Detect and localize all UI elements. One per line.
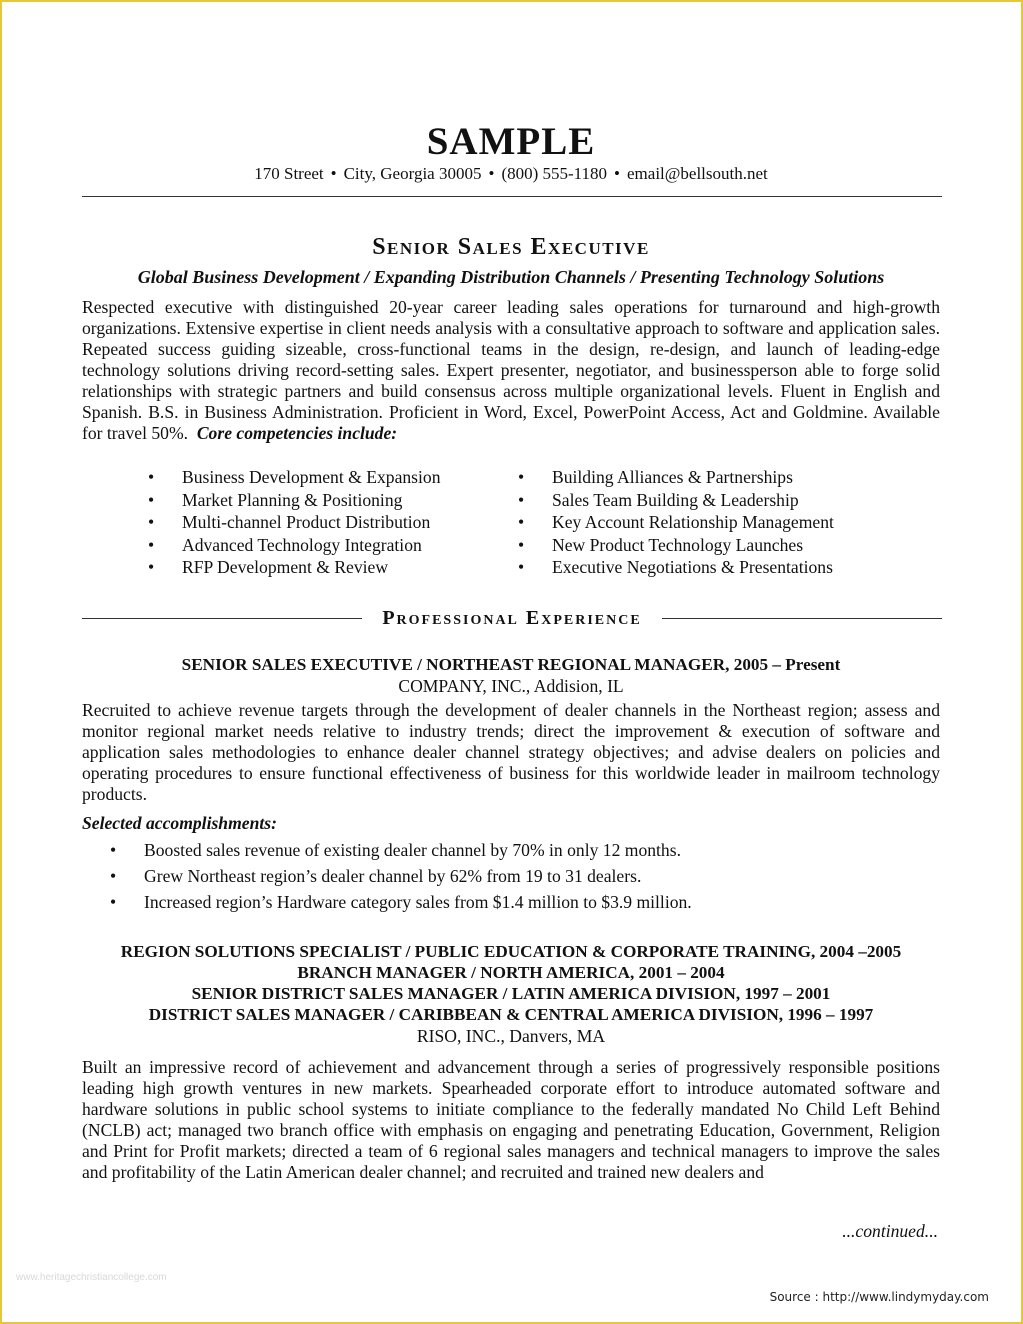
section-rule-left: [82, 618, 362, 619]
experience-section-header: [82, 605, 942, 631]
list-item: • Business Development & Expansion: [148, 466, 518, 489]
summary-emphasis: Core competencies include:: [196, 423, 398, 443]
job-title: REGION SOLUTIONS SPECIALIST / PUBLIC EDUCATION & CORPORATE TRAINING, 2004 –2005: [120, 942, 902, 961]
summary-text: Respected executive with distinguished 20-year career leading sales operations for turnaround and high-growth organizations. Extensive expertise in client needs analysis with a consultative approach to software and application sales. Repeated success guiding sizeable, cross-functional teams in the design, re-design, and launch of leading-edge technology solutions driving record-setting sales. Expert presenter, negotiator, and businessperson able to forge solid relationships with strategic partners and build consensus across multiple organizational levels. Fluent in English and Spanish. B.S. in Business Administration. Proficient in Word, Excel, PowerPoint Access, Act and Goldmine. Available for travel 50%.: [82, 297, 940, 443]
section-heading: Professional Experience: [382, 606, 642, 629]
job-description: Recruited to achieve revenue targets through the development of dealer channels in the Northeast region; assess and monitor regional market needs relative to industry trends; direct the improvement & execution of software and application sales methodologies to enhance dealer channel strategy objectives; and advise dealers on policies and operating procedures to ensure functional effectiveness of business for this worldwide leader in mailroom technology products.: [82, 700, 940, 804]
bullet-separator: •: [614, 164, 620, 183]
watermark: www.heritagechristiancollege.com: [16, 1272, 167, 1283]
competencies-list: [148, 466, 908, 579]
list-item: • Multi-channel Product Distribution: [148, 511, 518, 534]
summary-paragraph: [82, 297, 940, 444]
list-item: • Grew Northeast region’s dealer channel by 62% from 19 to 31 dealers.: [110, 863, 910, 889]
bullet-separator: •: [330, 164, 337, 183]
section-rule-right: [662, 618, 942, 619]
contact-line: [82, 163, 940, 185]
list-item: • Building Alliances & Partnerships: [518, 466, 834, 489]
header-divider: [82, 196, 942, 197]
job-title: SENIOR DISTRICT SALES MANAGER / LATIN AMERICA DIVISION, 1997 – 2001: [191, 984, 831, 1003]
list-item: • Key Account Relationship Management: [518, 511, 834, 534]
list-item: • Boosted sales revenue of existing dealer channel by 70% in only 12 months.: [110, 837, 910, 863]
job-description: Built an impressive record of achievement and advancement through a series of progressively responsible positions leading high growth ventures in new markets. Spearheaded corporate effort to introduce automated software and hardware solutions in public school systems to initiate compliance to the federally mandated No Child Left Behind (NCLB) act; managed two branch office with emphasis on engaging and penetrating Education, Government, Religion and Print for Profit markets; directed a team of 6 regional sales managers and technical managers to improve the sales and profitability of the Latin American dealer channel; and recruited and trained new dealers and: [82, 1057, 940, 1182]
contact-phone: (800) 555-1180: [501, 164, 608, 183]
job-title: DISTRICT SALES MANAGER / CARIBBEAN & CENTRAL AMERICA DIVISION, 1996 – 1997: [148, 1005, 874, 1024]
job-company: RISO, INC., Danvers, MA: [416, 1026, 606, 1046]
bullet-separator: •: [488, 164, 495, 183]
continued-note: ...continued...: [842, 1221, 938, 1241]
contact-city: City, Georgia 30005: [343, 164, 482, 183]
list-item: • Sales Team Building & Leadership: [518, 489, 834, 512]
contact-email: email@bellsouth.net: [627, 164, 768, 183]
candidate-name: SAMPLE: [426, 120, 596, 163]
job-company: COMPANY, INC., Addision, IL: [398, 676, 624, 696]
resume-tagline: Global Business Development / Expanding Distribution Channels / Presenting Technology Solutions: [137, 267, 885, 287]
accomplishments-label: Selected accomplishments:: [82, 813, 277, 833]
list-item: • Advanced Technology Integration: [148, 534, 518, 557]
competencies-left-column: [148, 466, 518, 579]
job-title: SENIOR SALES EXECUTIVE / NORTHEAST REGIONAL MANAGER, 2005 – Present: [181, 655, 841, 674]
list-item: • RFP Development & Review: [148, 556, 518, 579]
competencies-right-column: [518, 466, 834, 579]
source-caption: Source : http://www.lindymyday.com: [769, 1290, 989, 1304]
contact-street: 170 Street: [254, 164, 324, 183]
list-item: • Market Planning & Positioning: [148, 489, 518, 512]
job-title: BRANCH MANAGER / NORTH AMERICA, 2001 – 2004: [297, 963, 725, 982]
list-item: • Increased region’s Hardware category sales from $1.4 million to $3.9 million.: [110, 889, 910, 915]
resume-title: Senior Sales Executive: [372, 234, 650, 260]
list-item: • Executive Negotiations & Presentations: [518, 556, 834, 579]
accomplishments-list: [110, 837, 910, 915]
list-item: • New Product Technology Launches: [518, 534, 834, 557]
